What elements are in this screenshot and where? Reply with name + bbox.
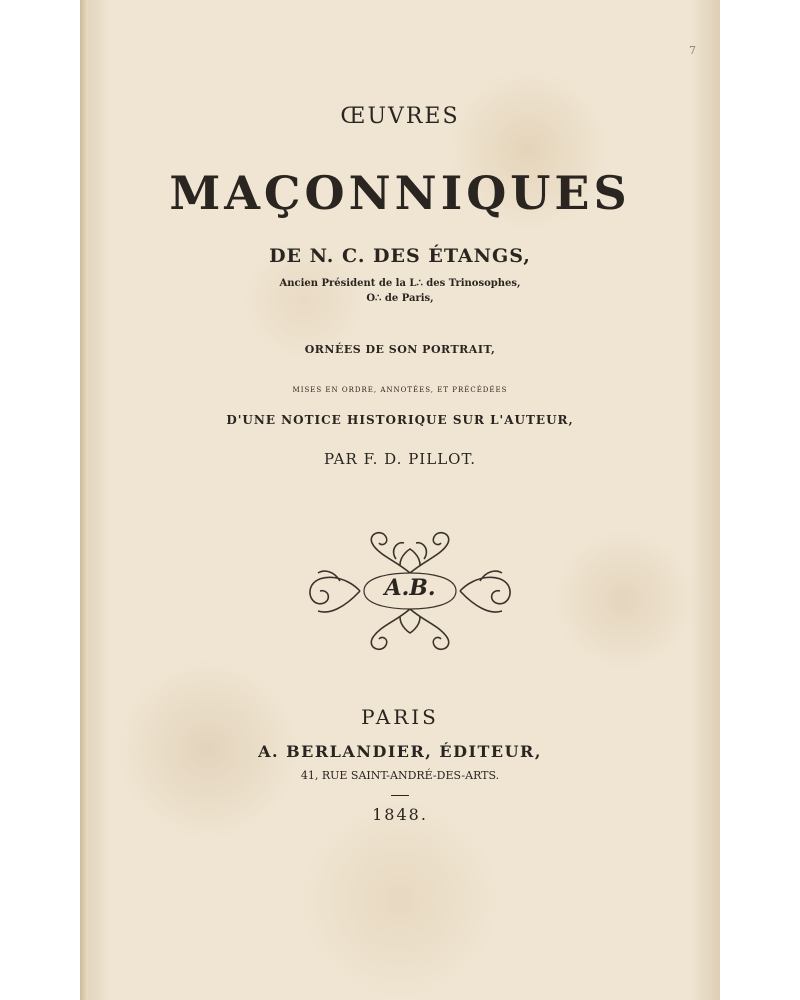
editor-line: PAR F. D. PILLOT. — [323, 450, 477, 468]
notice-line: D'UNE NOTICE HISTORIQUE SUR L'AUTEUR, — [226, 413, 574, 427]
imprint-city: PARIS — [361, 705, 439, 729]
imprint-rule — [391, 795, 409, 796]
folio-number: 7 — [689, 44, 696, 57]
page-gutter — [80, 0, 88, 1000]
imprint-address: 41, RUE SAINT-ANDRÉ-DES-ARTS. — [300, 769, 500, 782]
edited-line: MISES EN ORDRE, ANNOTÉES, ET PRÉCÉDÉES — [292, 386, 508, 394]
title-line-1: ŒUVRES — [340, 104, 460, 129]
imprint-year: 1848. — [372, 805, 428, 824]
title-page — [80, 0, 720, 1000]
title-line-2: MAÇONNIQUES — [169, 166, 631, 220]
author-role-2: O∴ de Paris, — [366, 293, 434, 304]
imprint-publisher: A. BERLANDIER, ÉDITEUR, — [258, 742, 542, 761]
author-role-1: Ancien Président de la L∴ des Trinosophes, — [279, 278, 521, 289]
author-name: DE N. C. DES ÉTANGS, — [269, 245, 531, 267]
publisher-ornament — [300, 525, 520, 655]
portrait-line: ORNÉES DE SON PORTRAIT, — [304, 343, 496, 356]
monogram: A.B. — [384, 575, 436, 601]
